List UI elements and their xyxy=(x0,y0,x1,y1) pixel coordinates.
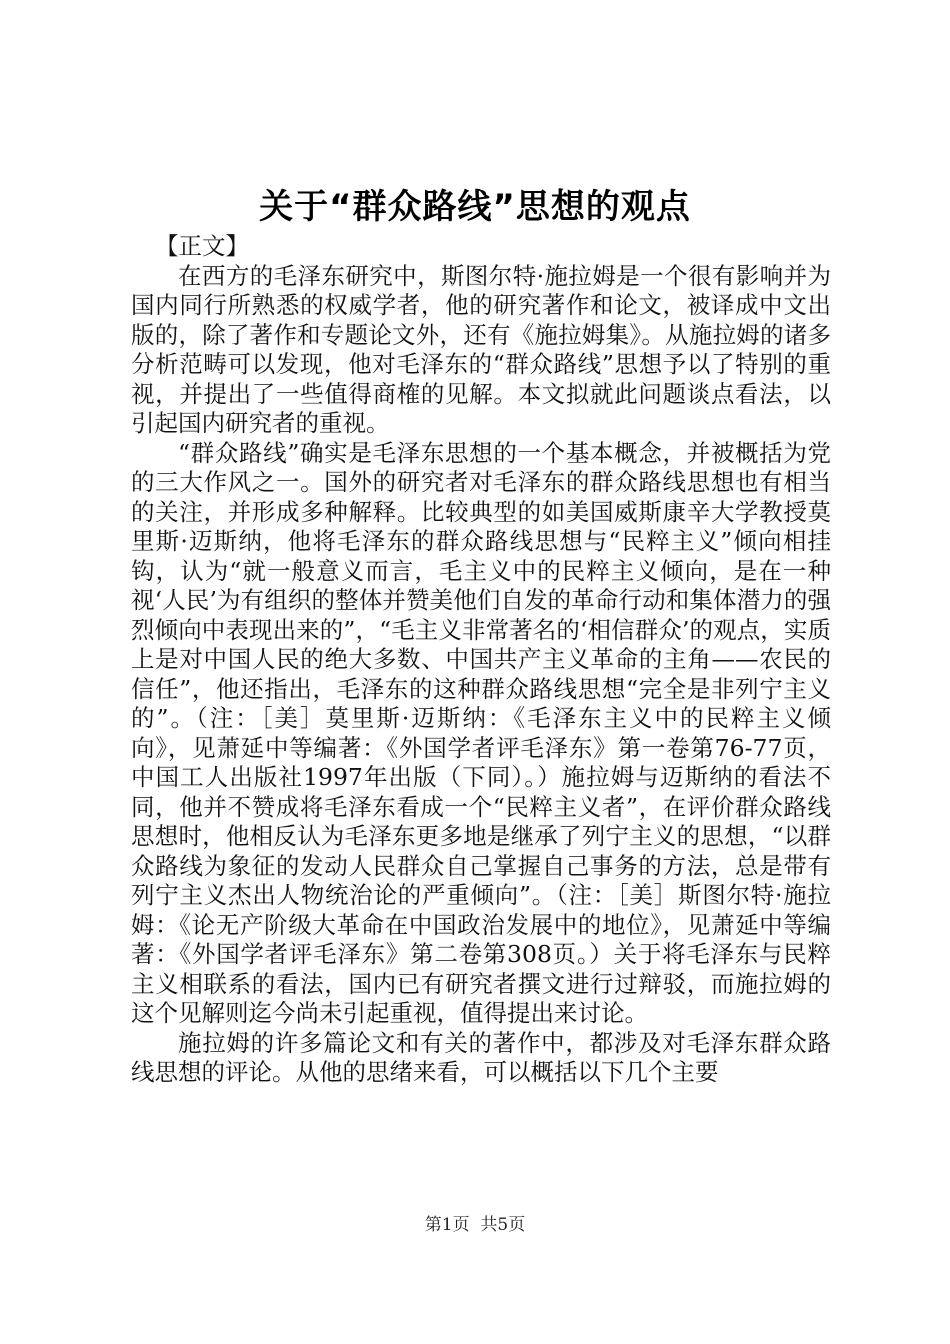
document-title: 关于“群众路线”思想的观点 xyxy=(259,187,691,227)
page-number-footer: 第1页 共5页 xyxy=(424,1215,526,1235)
paragraph-3: 施拉姆的许多篇论文和有关的著作中，都涉及对毛泽东群众路线思想的评论。从他的思绪来看，可以概括以下几个主要 xyxy=(131,1028,831,1086)
paragraph-1: 在西方的毛泽东研究中，斯图尔特·施拉姆是一个很有影响并为国内同行所熟悉的权威学者，他的研究著作和论文，被译成中文出版的，除了著作和专题论文外，还有《施拉姆集》。从施拉姆的诸多分析范畴可以发现，他对毛泽东的“群众路线”思想予以了特别的重视，并提出了一些值得商榷的见解。本文拟就此问题谈点看法，以引起国内研究者的重视。 xyxy=(131,261,831,437)
section-label: 【正文】 xyxy=(155,232,249,260)
paragraph-2: “群众路线”确实是毛泽东思想的一个基本概念，并被概括为党的三大作风之一。国外的研究者对毛泽东的群众路线思想也有相当的关注，并形成多种解释。比较典型的如美国威斯康辛大学教授莫里斯·迈斯纳，他将毛泽东的群众路线思想与“民粹主义”倾向相挂钩，认为“就一般意义而言，毛主义中的民粹主义倾向，是在一种视‘人民’为有组织的整体并赞美他们自发的革命行动和集体潜力的强烈倾向中表现出来的”，“毛主义非常著名的‘相信群众’的观点，实质上是对中国人民的绝大多数、中国共产主义革命的主角——农民的信任”，他还指出，毛泽东的这种群众路线思想“完全是非列宁主义的”。（注：［美］莫里斯·迈斯纳：《毛泽东主义中的民粹主义倾向》，见萧延中等编著：《外国学者评毛泽东》第一卷第76-77页，中国工人出版社1997年出版（下同）。）施拉姆与迈斯纳的看法不同，他并不赞成将毛泽东看成一个“民粹主义者”，在评价群众路线思想时，他相反认为毛泽东更多地是继承了列宁主义的思想，“以群众路线为象征的发动人民群众自己掌握自己事务的方法，总是带有列宁主义杰出人物统治论的严重倾向”。（注：［美］斯图尔特·施拉姆：《论无产阶级大革命在中国政治发展中的地位》，见萧延中等编著：《外国学者评毛泽东》第二卷第308页。）关于将毛泽东与民粹主义相联系的看法，国内已有研究者撰文进行过辩驳，而施拉姆的这个见解则迄今尚未引起重视，值得提出来讨论。 xyxy=(131,438,831,1027)
document-body xyxy=(131,232,831,1088)
